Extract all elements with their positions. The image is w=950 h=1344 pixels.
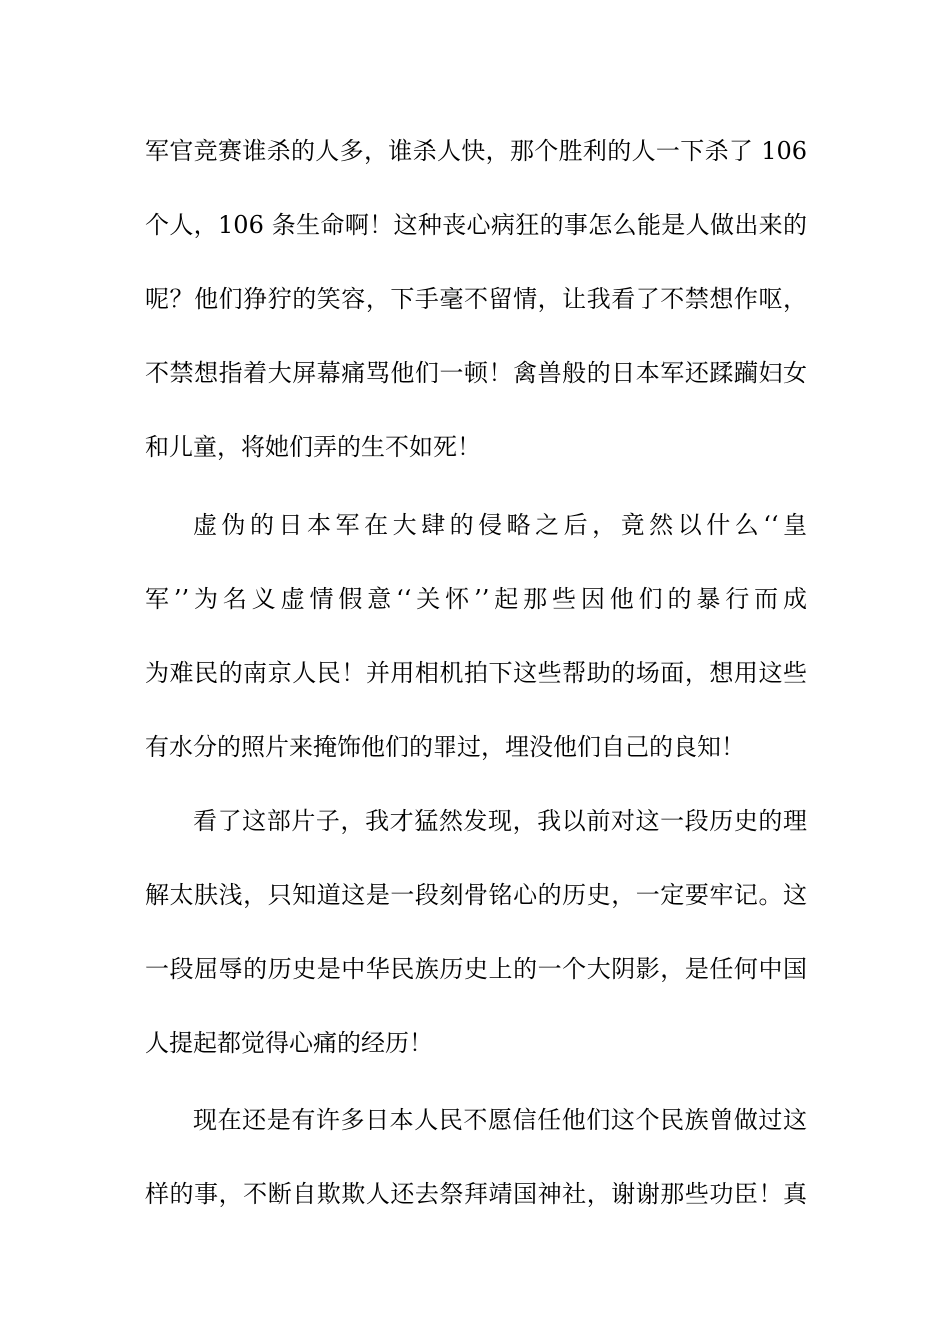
text-line: 军’’为名义虚情假意‘‘关怀’’起那些因他们的暴行而成 <box>145 585 807 613</box>
text-line: 军官竞赛谁杀的人多，谁杀人快，那个胜利的人一下杀了 106 <box>145 137 807 165</box>
text-line: 一段屈辱的历史是中华民族历史上的一个大阴影，是任何中国 <box>145 955 807 983</box>
text-line: 解太肤浅，只知道这是一段刻骨铭心的历史，一定要牢记。这 <box>145 881 807 909</box>
paragraph-first-line: 现在还是有许多日本人民不愿信任他们这个民族曾做过这 <box>193 1106 807 1134</box>
text-line: 有水分的照片来掩饰他们的罪过，埋没他们自己的良知！ <box>145 733 745 761</box>
text-line: 为难民的南京人民！并用相机拍下这些帮助的场面，想用这些 <box>145 659 807 687</box>
text-line: 不禁想指着大屏幕痛骂他们一顿！禽兽般的日本军还蹂躏妇女 <box>145 359 807 387</box>
paragraph-first-line: 虚伪的日本军在大肆的侵略之后，竟然以什么‘‘皇 <box>193 511 807 539</box>
text-line: 人提起都觉得心痛的经历！ <box>145 1029 433 1057</box>
paragraph-first-line: 看了这部片子，我才猛然发现，我以前对这一段历史的理 <box>193 807 807 835</box>
text-line: 个人，106 条生命啊！这种丧心病狂的事怎么能是人做出来的 <box>145 211 807 239</box>
text-line: 样的事，不断自欺欺人还去祭拜靖国神社，谢谢那些功臣！真 <box>145 1180 807 1208</box>
text-line: 呢？他们狰狞的笑容，下手毫不留情，让我看了不禁想作呕， <box>145 285 807 313</box>
text-line: 和儿童，将她们弄的生不如死！ <box>145 433 481 461</box>
